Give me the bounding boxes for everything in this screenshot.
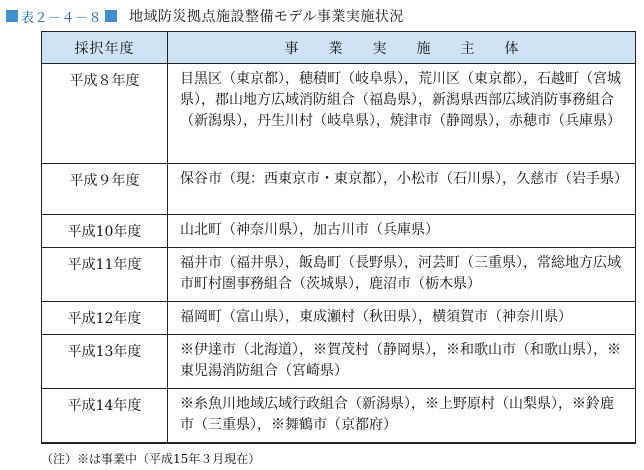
table-row xyxy=(42,248,636,302)
header-implementing-entities: 事業実施主体 xyxy=(168,32,636,64)
row-year: 平成９年度 xyxy=(42,164,168,215)
row-entities: ※糸魚川地域広域行政組合（新潟県），※上野原村（山梨県），※鈴鹿市（三重県），※舞鶴市（京都府） xyxy=(168,389,636,444)
table-row xyxy=(42,64,636,164)
header-adoption-year: 採択年度 xyxy=(42,32,168,64)
row-year: 平成10年度 xyxy=(42,215,168,248)
implementation-table xyxy=(41,31,636,444)
row-entities: 福井市（福井県），飯島町（長野県），河芸町（三重県），常総地方広域市町村圏事務組合（茨城県），鹿沼市（栃木県） xyxy=(168,248,636,302)
table-title: 地域防災拠点施設整備モデル事業実施状況 xyxy=(129,9,404,25)
row-entities: 福岡町（富山県），東成瀬村（秋田県），横須賀市（神奈川県） xyxy=(168,302,636,335)
table-number: 表２－４－８ xyxy=(21,10,103,26)
caption-marker-icon xyxy=(105,10,117,22)
row-year: 平成13年度 xyxy=(42,335,168,389)
table-row xyxy=(42,164,636,215)
table-note: （注）※は事業中（平成15年３月現在） xyxy=(41,452,261,466)
row-entities: 山北町（神奈川県），加古川市（兵庫県） xyxy=(168,215,636,248)
row-year: 平成８年度 xyxy=(42,64,168,164)
row-entities: 目黒区（東京都），穂積町（岐阜県），荒川区（東京都），石越町（宮城県），郡山地方広域消防組合（福島県），新潟県西部広域消防事務組合（新潟県），丹生川村（岐阜県），焼津市（静岡県），赤穂市（兵庫県） xyxy=(168,64,636,164)
row-entities: ※伊達市（北海道），※賀茂村（静岡県），※和歌山市（和歌山県），※東児湯消防組合（宮崎県） xyxy=(168,335,636,389)
table-row xyxy=(42,389,636,444)
row-year: 平成11年度 xyxy=(42,248,168,302)
caption-marker-icon xyxy=(6,10,18,22)
table-row xyxy=(42,302,636,335)
row-entities: 保谷市（現：西東京市・東京都），小松市（石川県），久慈市（岩手県） xyxy=(168,164,636,215)
table-row xyxy=(42,215,636,248)
table-caption xyxy=(6,6,404,26)
row-year: 平成12年度 xyxy=(42,302,168,335)
table-header-row xyxy=(42,32,636,64)
table-row xyxy=(42,335,636,389)
row-year: 平成14年度 xyxy=(42,389,168,444)
